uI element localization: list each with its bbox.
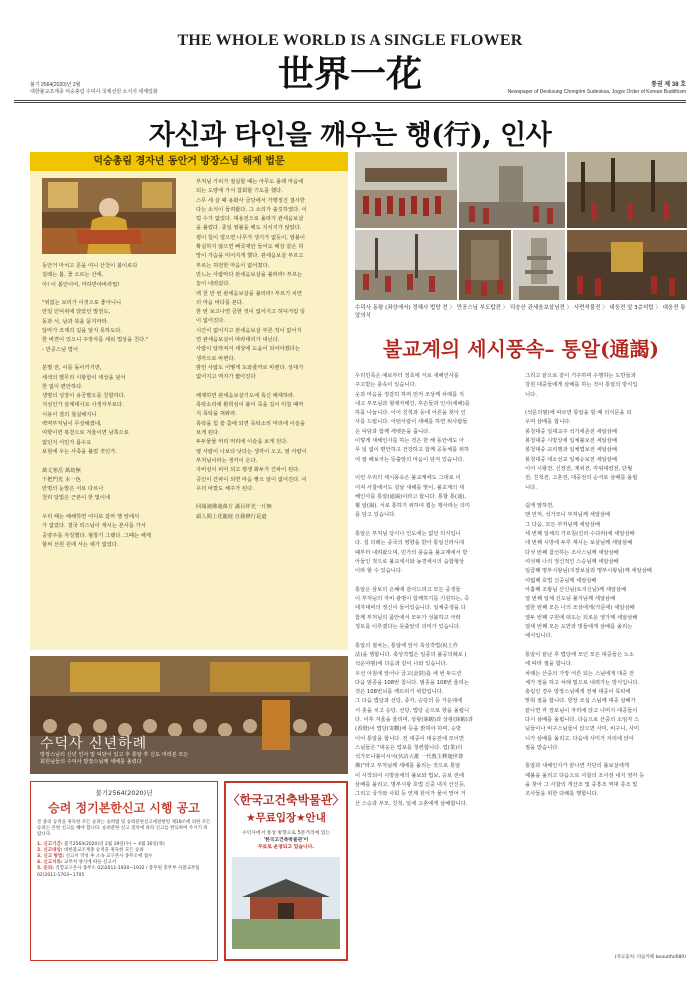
text-line: 럴 수가 없었다. 대용전으로 올라가 관세음보살 — [196, 216, 304, 223]
text-line: (석문의범)에 따르면 통알을 할 때 의식문을 외 — [525, 410, 632, 417]
text-line: 니가 삼배를 올리고, 다음에 사미가 자리에 앉아 — [525, 735, 635, 742]
notice-item4-label: 4. 신고서류: — [37, 860, 63, 866]
text-line: 없던지 서민가 몸수요 — [42, 439, 92, 446]
text-line: 봉청대중 대소선교 일체승보전 세알삼배 — [525, 456, 618, 463]
text-line: 다. 이후 겨울을 울리며, 상왕(牀幄)과 상왕(牀幄)과 — [355, 716, 473, 723]
text-line — [525, 753, 687, 762]
text-line: 옆 사람이 나보다 낫다는 생각이 오고, 옆 사람이 — [196, 448, 307, 455]
text-line: 예불을 올리고 다음으로 사찰의 조사전 내지 영각 등 — [525, 772, 645, 779]
text-line: 생명의 성장이 용궁팔오를 친합하다. — [42, 393, 126, 400]
text-line: 萬丈寒岳 萬劫無 — [42, 467, 81, 474]
text-line: - 만공스님 법어 — [42, 346, 78, 353]
text-line: 여 잘 해보자는 뜻출앞의 마음이 담겨 있습니다. — [355, 456, 465, 463]
text-line: 맞춰 절을 합니다. 방장 조실 스님께 대중 삼배가 — [525, 698, 636, 705]
text-line — [355, 465, 517, 474]
masthead-tagline: THE WHOLE WORLD IS A SINGLE FLOWER — [177, 32, 523, 49]
article-column-1 — [355, 372, 517, 954]
text-line: 세색의 별무리 시왕함이 세상을 덮어 — [42, 374, 126, 381]
text-line: 주고받는 풍속이 있습니다. — [355, 382, 417, 389]
notice-intro: 본 종의 승적을 취득한 모든 승려는 승려법 및 승려분한신고에관한령 제19조에 의한 모든 승려는 본한 신고를 해야 합니다. 승려분한 신고 절차에 따라 신고를 완료하여 주시기 바랍니다. — [37, 820, 211, 838]
text-line: 이 시작되어 시방삼세의 불보와 법보, 승보 전에 — [355, 772, 465, 779]
text-line: 그리고 국가와 사회 등 연계 원어가 물어 망어 거 — [355, 791, 466, 798]
text-line: 것은 108번뇌를 깨뜨리기 위함입니다. — [355, 689, 444, 696]
text-line — [525, 400, 687, 409]
text-line: 평이 힘이 얼으면 나무가 생기가 없듯이, 염불이 — [196, 234, 306, 241]
text-line: 이라 할 수 있습니다. — [355, 568, 403, 575]
text-line: 님들이나 비구스님들이 앉으면 사미, 비구니, 사미 — [525, 726, 640, 733]
text-line: 석가모니불이시어(伏詩大雄 一代教主釋迦世尊 — [355, 754, 464, 761]
text-line: 여섯째 나의 정신적인 스승님께 세알삼배 — [525, 558, 619, 565]
text-line: 보게 된다. — [196, 430, 220, 437]
text-line — [42, 504, 190, 513]
text-line — [196, 494, 344, 503]
text-line: 목탁소리에 환희심이 붙이 죽을 길이 미칠 때까 — [196, 402, 304, 409]
text-line: 할써 선원 원에 서는 예가 없었다. — [42, 541, 119, 548]
notice-title: 승려 정기본한신고 시행 공고 — [48, 801, 200, 815]
text-line: 해인사를 통알(通謁)이라고 합니다. 통할 통(通), — [355, 493, 467, 500]
photo-subcaption: 방장스님의 신년 인사 및 덕담이 있고 후 통알 후 신도 여러분 모든 회원님들의 수덕사 방장스님께 세배를 올렸다 — [40, 752, 189, 765]
text-line: 을 불렀다. 종일 염불을 해도 지치지가 않았다. — [196, 225, 302, 232]
text-line: 차례는 산중의 가장 어른 되는 스님에게 대중 전 — [525, 670, 635, 677]
text-line: 사람이 달라져서 세상에 도움이 되어야겠다는 — [196, 346, 300, 353]
text-line: 백 천 만 번 관세음보살을 불러라! 부르기 치면 — [196, 290, 303, 297]
text-line: 만일 인덕위에 앉았던 발전도, — [42, 309, 111, 316]
text-line: 法)을 행합니다. 축상작법은 일종의 불공의례로 ( — [355, 651, 467, 658]
dharma-talk-title: 덕숭총림 경자년 동안거 방장스님 해제 법문 — [30, 152, 348, 171]
text-line: 확실하지 않으면 뼈국재만 들어도 해상 같은 허 — [196, 244, 304, 251]
text-line: 부처님 가피가 절실할 때는 아무도 몰래 마음에 — [196, 179, 304, 185]
text-line: 열한 번째 모든 나의 조상에게(가문에) 세알삼배 — [525, 605, 635, 612]
text-line: 보현에 우는 사족을 불렀 것인가. — [42, 448, 117, 455]
notice-item5: 직할교구본사 종무소 02)2011-1930~1932 / 총무원 총무부 사찰교무팀 02)2011-1703~1705 — [37, 866, 200, 878]
text-line: 그 다음, 모든 부처님께 세알삼배 — [525, 521, 600, 528]
issue-info-right — [506, 82, 686, 96]
text-line: 지심인가 삼계대사요 사생자부로다. — [42, 402, 124, 409]
talk-column-1 — [42, 262, 190, 644]
ad-title: 〈한국고건축박물관〉 — [227, 793, 345, 807]
monk-photo — [42, 178, 176, 254]
text-line: 내고 부모님과 형제자매간, 후손들과 인사(세배)를 — [355, 400, 470, 407]
talk-column-2 — [196, 178, 344, 644]
ad-body-line3: 무료로 운영되고 있습니다. — [257, 844, 315, 850]
text-line: 봉청대중 교리행과 일체법보전 세알삼배 — [525, 447, 618, 454]
text-line — [525, 642, 687, 651]
text-line: 끝나면 각 장로님이 자리에 앉고 나머지 대중들이 — [525, 707, 638, 714]
text-line — [525, 493, 687, 502]
text-line: 생각으로 바뀐다. — [196, 355, 236, 362]
text-line: 석운야범)에 다음과 같이 나와 있습니다. — [355, 661, 448, 668]
text-line: 대자대비의 정신이 들어있습니다. 일체중생을 다 — [355, 605, 466, 612]
text-line: 뵐 알(謁). 서로 통하기 위하여 뵙는 행사라는 의미 — [355, 503, 471, 510]
ad-subtitle: ★무료입장★안내 — [246, 812, 326, 824]
ad-body — [226, 825, 346, 851]
text-line: 이 부처님의 자비 광명이 함께하기를 기원하는, 즉 — [355, 596, 470, 603]
text-line: 스님들은 "대웅은 업보를 청련합니다. 업(業)의 — [355, 744, 463, 751]
text-line: 여향이면 복천으로 겨울이면 남쪽으로 — [42, 430, 129, 437]
text-line: 千把門光 本一色 — [42, 476, 81, 483]
main-headline: 자신과 타인을 깨우는 행(行), 인사 — [148, 120, 552, 151]
text-line — [42, 355, 190, 364]
text-line — [196, 522, 344, 531]
notice-year: 불기2564(2020)년 — [95, 789, 153, 797]
text-line: 시간이 없어지고 관세음보살 부른 적이 없어지 — [196, 327, 302, 334]
text-line: 체가 정을 하고 차례 밑으로 내려가는 방식입니다. — [525, 679, 640, 686]
text-line: 을 찾아 그 사찰의 개산조 및 중흥조 역대 종조 및 — [525, 782, 638, 789]
text-line: 함께 부처님의 품안에서 모두가 성불하고 극락 — [355, 614, 461, 621]
text-line: 에 따라 절을 합니다. — [525, 661, 573, 668]
text-line: 부르는 허전한 마음이 없어졌다. — [196, 262, 270, 269]
text-line: 산 스승과 부모, 친척, 일체 고혼에게 삼배합니다. — [355, 800, 468, 807]
text-line: 하를 나눕니다. 이어 친척과 동네 어른을 찾아 인 — [355, 410, 466, 417]
museum-photo — [232, 857, 340, 953]
text-line: 를 담고 있습니다. — [355, 512, 396, 519]
text-line: 우더 바깥도 해주가 된다. — [196, 485, 254, 492]
text-line: 만명의 눈발은 서로 다르나 — [42, 486, 104, 493]
text-line: 이 없어진다. — [196, 318, 225, 325]
notice-item2-label: 2. 신고대상: — [37, 847, 63, 853]
text-line: 한 없이 편안하다. — [42, 383, 83, 390]
text-line — [355, 521, 517, 530]
text-line: 어져 사찰에서도 설날 새해를 맞이, 불교계의 새 — [355, 484, 465, 491]
text-line: 우리 해는 해해하면 어디로 갈까 행 앞에서 — [42, 514, 140, 521]
text-line: 이어 통알을 합니다. 전 대중이 대웅전에 모이면 — [355, 735, 465, 742]
text-line: 통알과 새해인사가 끝나면 각단의 불보살에게 — [525, 763, 629, 770]
monk-registration-notice — [30, 781, 218, 961]
photo-caption: 수덕사 동왕 (좌상에서) 정혜사 법당 전 〉 만공스님 부도탑전 〉 덕숭산 관세음보살님전 〉 사면석불전 〉 대웅전 앞 3층석탑 〉 대웅전 통알의식 — [355, 305, 686, 319]
text-line: 아홉째 조왕님 산신님(토지신님)께 세알삼배 — [525, 586, 627, 593]
text-line: 아! 이 봄인이여, 마하반야바라밀! — [42, 281, 120, 288]
text-line — [42, 457, 190, 466]
text-line: 공양주를 자칭했다. 혈창기 그랬다. 그때는 해제 — [42, 532, 152, 539]
text-line: 다는 소식이 들려왔다. 그 소리가 솔깃하였다. 이 — [196, 206, 307, 213]
text-line: 佛)"라고 부처님께 세배를 올리는 것으로 통알 — [355, 763, 461, 770]
text-line: 해제하면 관세음보살기도에 록신 해재하라. — [196, 392, 295, 399]
text-line: 한 번 보고나면 금한 것이 없어지고 허덕거림 일 — [196, 309, 306, 316]
grid-photo-5 — [459, 230, 511, 300]
text-line: 頭人間上花龍庭 自我修行是道 — [196, 513, 267, 520]
text-line: 열세 번째 모든 도반과 벗들에게 삼배를 올리는 — [525, 624, 633, 631]
text-line: (香燈)이 법당(寄觀)에 등을 밝혀야 하며, 승방 — [355, 726, 462, 733]
text-line: 은 덕담과 함께 세뱃돈을 줍니다. — [355, 428, 430, 435]
text-line: 통알은 부처님 당시나 인도에는 없던 의식입니 — [355, 531, 461, 538]
text-line: 두두물물 머리 머리에 이슬을 보게 된다. — [196, 439, 288, 446]
text-line: 면 관세음보살이 따라대리가 내닌다. — [196, 337, 280, 344]
grid-photo-6 — [513, 230, 565, 300]
text-line: 전, 친척전, 고혼전, 대중전의 순서로 삼배를 올립 — [525, 475, 638, 482]
grid-photo-1 — [355, 152, 457, 228]
text-line: 예식입니다. — [525, 633, 553, 640]
text-line: 지 목탁을 쳐봐라. — [196, 411, 237, 418]
text-line: 공인이 간파이 되면 마음 빵으 알이 없어진다. 이 — [196, 476, 307, 483]
text-line: 봉청대중 시방상세 일체불보전 세알삼배 — [525, 438, 618, 445]
photo-title: 수덕사 신년하례 — [40, 736, 148, 752]
text-line: 천리 달빛은 근본이 한 빛이네 — [42, 495, 111, 502]
text-line: 달마가 조계의 길을 알지 못하도다. — [42, 328, 123, 335]
grid-photo-2 — [459, 152, 565, 228]
text-line: 자비심이 피어 되고 평생 화두가 간파이 된다. — [196, 467, 300, 474]
text-line: 이렇게 새해인사를 하는 것은 한 해 동안에도 아 — [355, 438, 465, 445]
text-line: "위없는 보리가 이것으로 좋아니니 — [42, 300, 122, 307]
text-line: 목탁을 힘 쓸 쯤에 되면 목탁소리 머리에 이슬을 — [196, 420, 306, 427]
text-line: 통알이 끝난 후 법당에 모인 모든 대중들은 노소 — [525, 651, 635, 658]
masthead-rule — [14, 100, 686, 101]
grid-photo-7 — [567, 230, 687, 300]
text-line — [196, 383, 344, 392]
text-line: 조사들을 위한 다례를 행합니다. — [525, 791, 599, 798]
ad-body-line2: '한국고건축박물관'이 — [263, 837, 309, 843]
text-line: 강원 대중들에게 삼배를 하는 것이 통알의 방식입 — [525, 382, 638, 389]
text-line: 동안거 마치고 문을 여니 산천이 봄이로다 — [42, 263, 138, 269]
text-line: 세 번째 일체의 가르침(진리·수다라)에 세알삼배 — [525, 531, 635, 538]
text-line: 다섯 번째 참선하는 조사스님께 세알삼배 — [525, 549, 619, 556]
text-line: 그리고 끝으로 같이 거주하며 수행하는 도반들과 — [525, 373, 636, 379]
grid-photo-3 — [567, 152, 687, 228]
text-line: 回報諸佛通萬方 滿目祥光一片無 — [196, 504, 272, 511]
notice-item3: 신고서 작성 후 소속 교구본사 종무소에 접수 — [65, 854, 153, 860]
text-line: 동과 서, 남과 북을 묻지마라. — [42, 318, 109, 325]
article-column-2 — [525, 372, 687, 832]
text-line: 웃과 마음을 정갈히 하며 먼저 조상께 차례를 지 — [355, 391, 465, 398]
notice-item4: 교무처 양식에 따른 신고서 — [64, 860, 117, 866]
text-line: 설레는 봄, 꽃 오르는 산에, — [42, 272, 104, 279]
text-line: 열두 번째 구원에 떠도는 외로운 영가께 세알삼배 — [525, 614, 638, 621]
text-line: 다시 삼배를 올립니다. 다음으로 산중의 소임자 스 — [525, 716, 640, 723]
text-line: 여덟째 호법 신중님께 세알삼배 — [525, 577, 597, 584]
notice-item3-label: 3. 신고 방법: — [37, 854, 65, 860]
text-line: 우리민족은 예로부터 정초에 서로 새해인사를 — [355, 373, 459, 379]
text-line — [42, 290, 190, 299]
text-line: 다음 범종을 108번 칩니다. 범종을 108번 울리는 — [355, 679, 469, 686]
text-line — [355, 632, 517, 641]
text-line: 쉽게 말하면, — [525, 503, 554, 510]
text-line: 부처님이라는 생각이 온다. — [196, 457, 258, 464]
publication-description: Newspaper of Deoksung Chongrim Sudeoksa, Jogye Order of Korean Buddhism — [507, 89, 686, 95]
notice-item1: 불기2564(2020)년 2월 19일(수) ~ 4월 30일(목) — [64, 841, 165, 847]
text-line: 통알은 삼보의 은혜에 감사드리고 모든 중생들 — [355, 586, 461, 593]
text-line: 아들인 것으로 불교세시와 농경세시의 습합형상 — [355, 558, 465, 565]
text-line: 일곱째 명부시왕님(지장보살과 명부시왕님)께 세알삼배 — [525, 568, 652, 575]
text-line: 절을 받습니다. — [525, 744, 560, 751]
article-headline: 불교계의 세시풍속– 통알(通謁) — [382, 337, 660, 361]
text-line: 정토를 이루겠다는 뜻출앞의 의미가 있습니다. — [355, 624, 461, 631]
issue-info-left — [30, 82, 250, 96]
newspaper-logo — [255, 50, 445, 92]
text-line: 시용이 결의 철실해지니 — [42, 411, 97, 418]
text-line: 밤먼 사람도 어떻게 도와줄까로 바뀐다. 상대가 — [196, 364, 304, 371]
text-line — [196, 550, 344, 559]
text-line: 의 마음 바다를 본다. — [196, 299, 244, 306]
text-line: 가 없었다. 결국 리스님이 계시는 본사를 가서 — [42, 523, 146, 530]
text-line: 분별 전, 이를 돌이키기면, — [42, 365, 102, 372]
text-line: 때부터 내려왔으며, 민가의 풍습을 불교계에서 받 — [355, 549, 468, 556]
text-line: 그 다음 법당과 선당, 종각, 승당의 등 가운데에 — [355, 698, 463, 705]
text-line: 맨 먼저, 석가모니 부처님께 세알삼배 — [525, 512, 611, 519]
text-line: 벽역부처님이 무상해졌네, — [42, 421, 102, 428]
notice-item5-label: 5. 문의: — [37, 866, 54, 872]
text-line — [196, 559, 344, 568]
source-credit: (자료출처: 다음카페 beautiful080) — [614, 955, 686, 960]
text-line: 놓이 내려섰다. — [196, 281, 231, 288]
text-line: 무 일 없이 편안하고 건강하고 함께 공동체를 위하 — [355, 447, 470, 454]
text-line: 우며 삼배를 합니다. — [525, 419, 571, 426]
text-line: 통알의 절차는, 통알에 앞서 축상작법(祝上作 — [355, 642, 459, 649]
logo-text: 世界一花 — [277, 53, 423, 92]
issue-number: 통권 제 38 호 — [651, 82, 686, 88]
text-line — [196, 541, 344, 550]
text-line: 우선 아침에 앞어나 금고(金鼓)를 세 번 두드린 — [355, 670, 462, 677]
notice-item1-label: 1. 신고기간: — [37, 841, 63, 847]
text-line: 한 버젼이 있으니 주장자를 세워 법상을 친다." — [42, 337, 149, 344]
text-line: 총림인 경우 방장스님에게 전체 대중이 목탁에 — [525, 689, 631, 696]
text-line: 니다. — [525, 484, 537, 491]
text-line: 삼배를 올리고, 명부시왕 호법 신중 내지 산신등, — [355, 782, 466, 789]
text-line: 다. 설 의례는 중국의 영향을 받아 통일신라시대 — [355, 540, 465, 547]
text-line: 없어지고 역지가 짧아진다 — [196, 374, 256, 381]
text-line: 되는 도량에 가서 참회할 기도를 했다. — [196, 188, 283, 195]
text-line: 망이 가슴을 미어지게 했다. 관세음보살 부르고 — [196, 253, 304, 260]
text-line: 봉청대중 일대교주 석가세존전 세알삼배 — [525, 428, 618, 435]
museum-ad — [224, 781, 348, 961]
text-line — [355, 577, 517, 586]
text-line: 사를 드립니다. 어떤사람이 세배를 하면 위사람들 — [355, 419, 468, 426]
text-line: 이런 우리의 세시풍속은 불교계에도 그대로 이 — [355, 475, 461, 482]
text-line: 이어 시왕전, 신장전, 제위전, 각위대령전, 단월 — [525, 465, 633, 472]
masthead-rule-2 — [14, 102, 686, 103]
ad-body-line1: 수덕사에서 통상 방향으로 5분거리에 있는 — [242, 831, 330, 836]
grid-photo-4 — [355, 230, 457, 300]
notice-item2: 대한불교조계종 승적을 취득한 모든 승려 — [64, 847, 144, 853]
text-line: 서 촛을 치고 승당, 선당, 법당 순으로 향을 올립니 — [355, 707, 470, 714]
text-line: 스무 세 살 때 용화사 금당에서 가행정진 결사한 — [196, 197, 306, 204]
publisher-line: 대한불교조계종 덕숭총림 수덕사 국제선원 소식지 세계일화 — [30, 89, 158, 95]
notice-body — [31, 816, 217, 879]
issue-date: 불기 2564(2020)년 2월 — [30, 82, 81, 88]
text-line: 열 번째 일체 신도님 불자님께 세알삼배 — [525, 596, 616, 603]
text-line: 네 번째 시방에 두루 계시는 보살님께 세알삼배 — [525, 540, 633, 547]
text-line — [196, 531, 344, 540]
text-line: 만느는 사람마다 관세음보살을 불러라! 부르는 — [196, 271, 303, 278]
text-line: 니다. — [525, 391, 537, 398]
